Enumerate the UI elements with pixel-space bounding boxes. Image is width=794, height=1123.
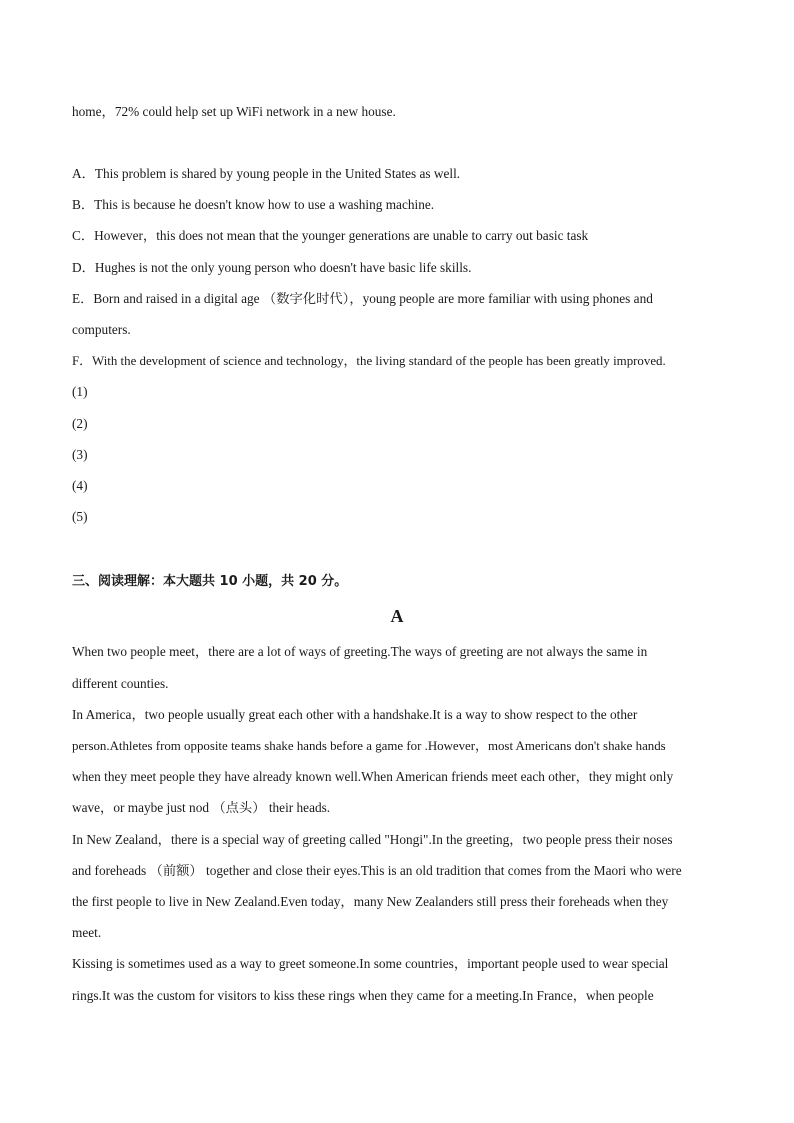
option-e: E．Born and raised in a digital age （数字化时代），young people are more familiar with using phones and	[72, 291, 653, 306]
option-b: B．This is because he doesn't know how to use a washing machine.	[72, 197, 435, 212]
answer-blank-2: (2)	[72, 416, 88, 431]
passage-line: When two people meet，there are a lot of ways of greeting.The ways of greeting are not always the same in	[72, 644, 648, 659]
option-e-continued: computers.	[72, 322, 131, 337]
passage-line: when they meet people they have already known well.When American friends meet each other，they might only	[72, 769, 674, 784]
previous-text-line: home，72% could help set up WiFi network in a new house.	[72, 104, 396, 119]
passage-line: rings.It was the custom for visitors to kiss these rings when they came for a meeting.In France，when people	[72, 988, 654, 1003]
passage-line: and foreheads （前额） together and close their eyes.This is an old tradition that comes from the Maori who were	[72, 863, 682, 878]
option-f: F．With the development of science and technology，the living standard of the people has been greatly improved.	[72, 354, 666, 368]
option-a: A．This problem is shared by young people in the United States as well.	[72, 166, 461, 181]
passage-line: different counties.	[72, 676, 169, 691]
passage-line: meet.	[72, 925, 102, 940]
answer-blank-5: (5)	[72, 509, 88, 524]
passage-line: In America，two people usually great each other with a handshake.It is a way to show respect to the other	[72, 707, 638, 722]
section-heading: 三、阅读理解：本大题共 10 小题，共 20 分。	[72, 574, 348, 589]
passage-line: the first people to live in New Zealand.Even today，many New Zealanders still press their foreheads when they	[72, 894, 669, 909]
passage-line: In New Zealand，there is a special way of greeting called "Hongi".In the greeting，two people press their noses	[72, 832, 673, 847]
passage-line: person.Athletes from opposite teams shake hands before a game for .However，most Americans don't shake hands	[72, 739, 666, 753]
answer-blank-4: (4)	[72, 478, 88, 493]
option-d: D．Hughes is not the only young person who doesn't have basic life skills.	[72, 260, 472, 275]
passage-line: wave，or maybe just nod （点头） their heads.	[72, 800, 331, 815]
passage-title: A	[390, 606, 404, 626]
option-c: C．However，this does not mean that the younger generations are unable to carry out basic task	[72, 228, 589, 243]
passage-line: Kissing is sometimes used as a way to greet someone.In some countries，important people used to wear special	[72, 956, 669, 971]
answer-blank-3: (3)	[72, 447, 88, 462]
answer-blank-1: (1)	[72, 384, 88, 399]
